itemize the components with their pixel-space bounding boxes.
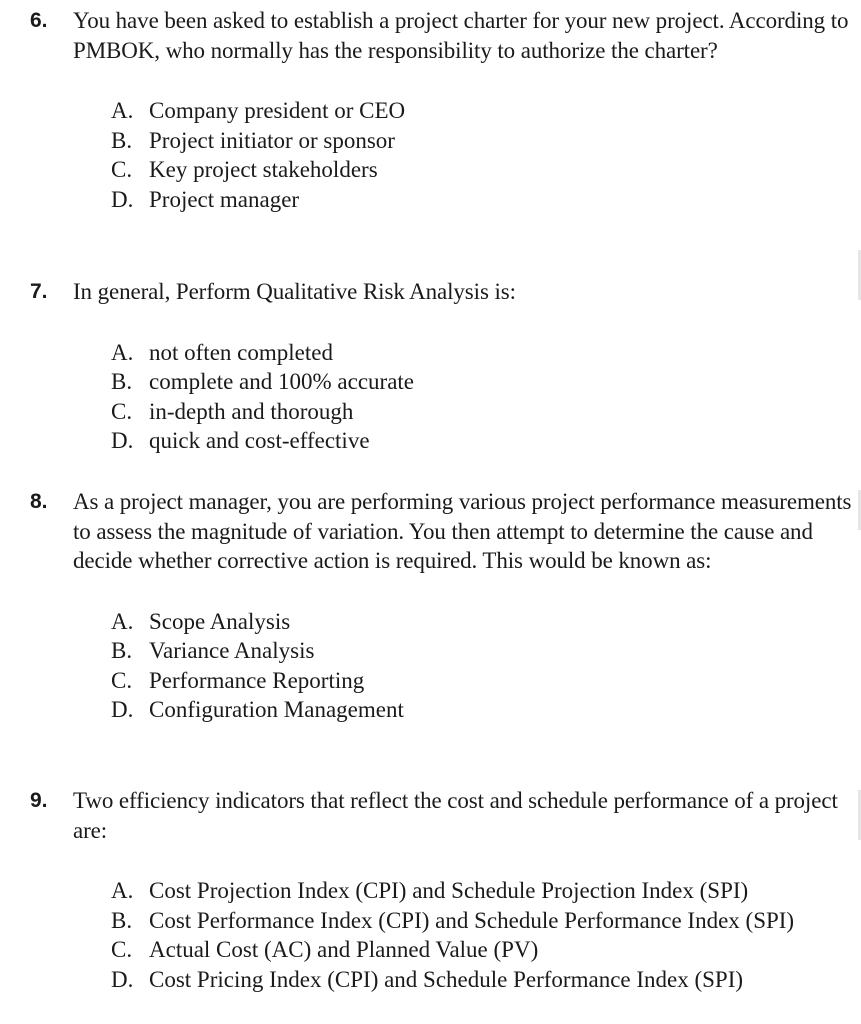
option-text: Configuration Management [149, 697, 404, 722]
option-letter: D. [111, 186, 134, 212]
option-letter: C. [111, 398, 133, 424]
option-letter: C. [111, 667, 133, 693]
option-text: Company president or CEO [149, 98, 406, 123]
option-text: Cost Pricing Index (CPI) and Schedule Performance Index (SPI) [149, 966, 744, 992]
answer-option-c [111, 155, 852, 185]
question-6 [30, 6, 852, 214]
option-letter: D. [111, 966, 134, 992]
question-text: In general, Perform Qualitative Risk Analysis is: [73, 279, 516, 304]
option-letter: A. [111, 608, 134, 634]
question-8 [30, 487, 852, 725]
option-text: Cost Projection Index (CPI) and Schedule Projection Index (SPI) [149, 878, 749, 903]
option-text: Performance Reporting [149, 667, 365, 693]
answer-option-b [111, 906, 852, 936]
question-7 [30, 277, 852, 456]
option-text: Variance Analysis [149, 638, 315, 663]
option-letter: B. [111, 369, 133, 394]
option-letter: B. [111, 127, 133, 153]
answer-options [111, 607, 852, 725]
answer-option-d [111, 695, 852, 725]
option-text: Actual Cost (AC) and Planned Value (PV) [149, 937, 539, 962]
question-text: Two efficiency indicators that reflect the cost and schedule performance of a project are: [73, 788, 838, 843]
option-text: in-depth and thorough [149, 398, 354, 424]
answer-option-a [111, 876, 852, 906]
option-letter: B. [111, 638, 133, 663]
answer-option-b [111, 636, 852, 666]
option-letter: D. [111, 428, 134, 453]
option-text: Project manager [149, 186, 300, 212]
answer-option-b [111, 126, 852, 156]
option-text: Key project stakeholders [149, 157, 378, 182]
answer-option-a [111, 96, 852, 126]
question-number: 8. [30, 490, 48, 513]
option-letter: C. [111, 157, 133, 182]
answer-option-a [111, 338, 852, 368]
option-letter: B. [111, 907, 133, 933]
answer-option-c [111, 397, 852, 427]
answer-option-c [111, 666, 852, 696]
answer-option-d [111, 426, 852, 456]
option-text: quick and cost-effective [149, 428, 370, 453]
option-text: Cost Performance Index (CPI) and Schedule Performance Index (SPI) [149, 907, 795, 933]
question-number: 7. [30, 280, 48, 303]
option-text: Scope Analysis [149, 608, 291, 634]
question-text: You have been asked to establish a project charter for your new project. According to PMBOK, who normally has the responsibility to authorize the charter? [73, 8, 849, 63]
answer-options [111, 96, 852, 214]
answer-option-b [111, 367, 852, 397]
option-text: not often completed [149, 339, 333, 365]
answer-options [111, 876, 852, 994]
option-letter: A. [111, 339, 134, 365]
option-letter: C. [111, 937, 133, 962]
answer-option-d [111, 965, 852, 995]
option-text: Project initiator or sponsor [149, 127, 395, 153]
option-letter: A. [111, 98, 134, 123]
answer-option-c [111, 935, 852, 965]
question-9 [30, 786, 852, 994]
answer-option-a [111, 607, 852, 637]
option-letter: A. [111, 878, 134, 903]
question-text: As a project manager, you are performing various project performance measurements to assess the magnitude of variation. You then attempt to determine the cause and decide whether corrective action is required. This would be known as: [73, 489, 852, 573]
option-letter: D. [111, 697, 134, 722]
question-number: 9. [30, 789, 48, 812]
question-number: 6. [30, 9, 48, 32]
answer-options [111, 338, 852, 456]
answer-option-d [111, 185, 852, 215]
option-text: complete and 100% accurate [149, 369, 415, 394]
